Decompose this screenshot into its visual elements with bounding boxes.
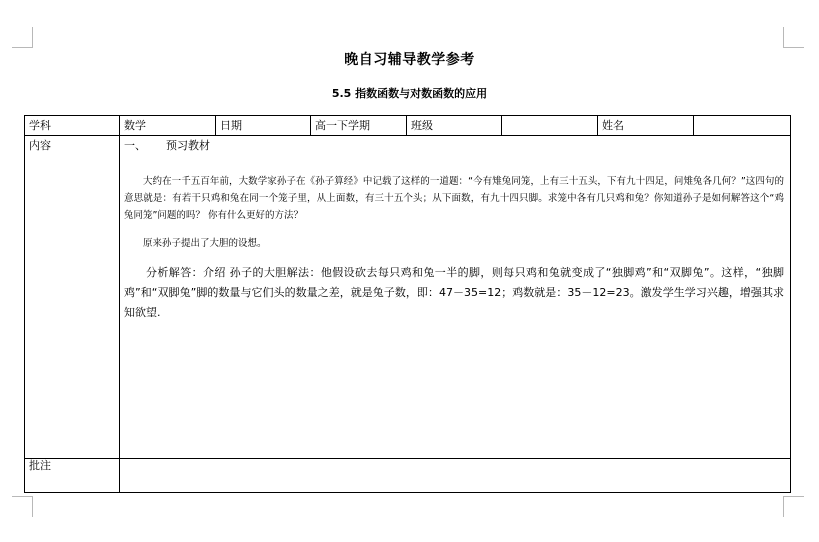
- paragraph-hypothesis: 原来孙子提出了大胆的设想。: [143, 238, 267, 249]
- notes-label: 批注: [25, 459, 120, 493]
- date-label: 日期: [216, 116, 311, 136]
- notes-row: [25, 459, 791, 493]
- crop-mark-top-left: [12, 27, 33, 48]
- document-subtitle: 5.5 指数函数与对数函数的应用: [331, 87, 488, 100]
- subject-value[interactable]: 数学: [120, 116, 216, 136]
- header-row: [25, 116, 791, 136]
- section-title: 预习教材: [166, 139, 210, 152]
- crop-mark-top-right: [783, 27, 804, 48]
- class-value[interactable]: [502, 116, 598, 136]
- name-label: 姓名: [598, 116, 694, 136]
- section-number: 一、: [124, 139, 146, 152]
- content-row: [25, 136, 791, 459]
- name-value[interactable]: [694, 116, 791, 136]
- notes-value[interactable]: [120, 459, 791, 493]
- document-title: 晚自习辅导教学参考: [344, 52, 475, 68]
- subject-label: 学科: [25, 116, 120, 136]
- lesson-table: [24, 115, 791, 493]
- paragraph-analysis: 分析解答：介绍 孙子的大胆解法：他假设砍去每只鸡和兔一半的脚，则每只鸡和兔就变成了“独脚鸡”和“双脚兔”。这样，“独脚鸡”和“双脚兔”脚的数量与它们头的数量之差，就是兔子数，即：47－35=12；鸡数就是：35－12=23。激发学生学习兴趣，增强其求知欲望.: [124, 266, 784, 319]
- content-body[interactable]: [120, 136, 791, 459]
- section-heading: [124, 138, 784, 154]
- paragraph-story: 大约在一千五百年前，大数学家孙子在《孙子算经》中记载了这样的一道题：“今有雉兔同笼，上有三十五头，下有九十四足，问雉兔各几何？”这四句的意思就是：有若干只鸡和兔在同一个笼子里，从上面数，有三十五个头；从下面数，有九十四只脚。求笼中各有几只鸡和兔？你知道孙子是如何解答这个“鸡兔同笼”问题的吗？ 你有什么更好的方法？: [124, 176, 784, 221]
- crop-mark-bottom-left: [12, 496, 33, 517]
- class-label: 班级: [407, 116, 502, 136]
- content-label: 内容: [25, 136, 120, 459]
- term-value[interactable]: 高一下学期: [311, 116, 407, 136]
- crop-mark-bottom-right: [783, 496, 804, 517]
